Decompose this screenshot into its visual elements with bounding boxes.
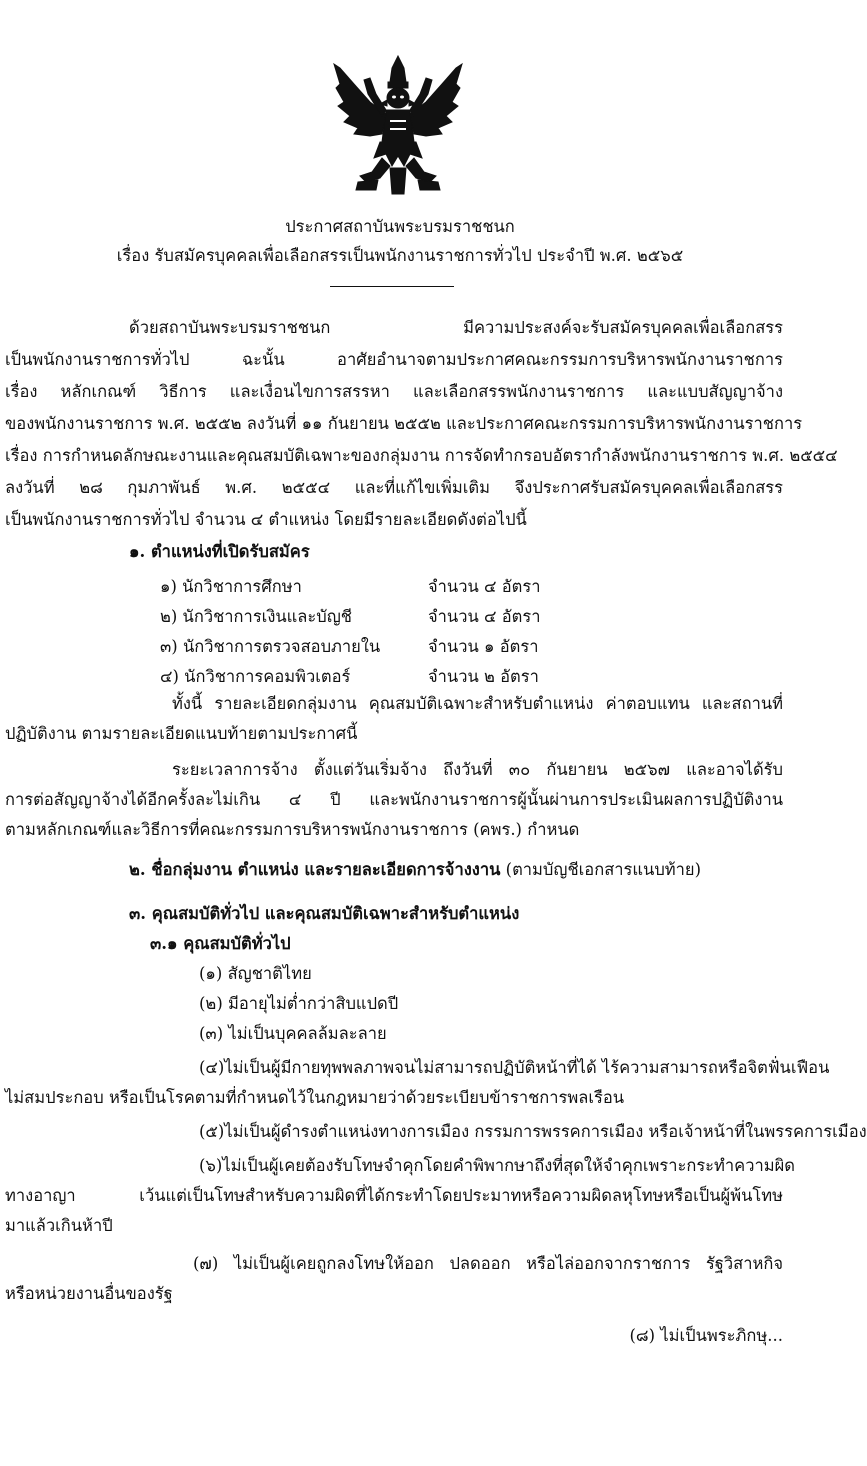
- period-line: การต่อสัญญาจ้างได้อีกครั้งละไม่เกิน ๔ ปี และพนักงานราชการผู้นั้นผ่านการประเมินผลการปฏิบัติงาน: [5, 790, 783, 809]
- qualification-item-continuation: ไม่สมประกอบ หรือเป็นโรคตามที่กำหนดไว้ในกฎหมายว่าด้วยระเบียบข้าราชการพลเรือน: [5, 1088, 625, 1107]
- intro-line: เป็นพนักงานราชการทั่วไป จำนวน ๔ ตำแหน่ง โดยมีรายละเอียดดังต่อไปนี้: [5, 510, 527, 529]
- details-line: ทั้งนี้ รายละเอียดกลุ่มงาน คุณสมบัติเฉพาะสำหรับตำแหน่ง ค่าตอบแทน และสถานที่: [172, 694, 783, 713]
- position-count: จำนวน ๔ อัตรา: [428, 607, 541, 626]
- period-line: ตามหลักเกณฑ์และวิธีการที่คณะกรรมการบริหารพนักงานราชการ (คพร.) กำหนด: [5, 820, 580, 839]
- section-2-heading: ๒. ชื่อกลุ่มงาน ตำแหน่ง และรายละเอียดการจ้างงาน: [129, 860, 501, 879]
- qualification-item-continuation: หรือหน่วยงานอื่นของรัฐ: [5, 1284, 173, 1303]
- announcement-subject: เรื่อง รับสมัครบุคคลเพื่อเลือกสรรเป็นพนักงานราชการทั่วไป ประจำปี พ.ศ. ๒๕๖๕: [116, 246, 684, 265]
- position-count: จำนวน ๔ อัตรา: [428, 577, 541, 596]
- position-row: [160, 634, 620, 654]
- section-2-note: (ตามบัญชีเอกสารแนบท้าย): [505, 860, 702, 879]
- intro-line: เรื่อง การกำหนดลักษณะงานและคุณสมบัติเฉพาะของกลุ่มงาน การจัดทำกรอบอัตรากำลังพนักงานราชการ พ.ศ. ๒๕๕๔: [5, 446, 838, 465]
- garuda-emblem-icon: [330, 54, 466, 204]
- intro-line: ของพนักงานราชการ พ.ศ. ๒๕๕๒ ลงวันที่ ๑๑ กันยายน ๒๕๕๒ และประกาศคณะกรรมการบริหารพนักงานราชการ: [5, 414, 803, 433]
- position-name: ๔) นักวิชาการคอมพิวเตอร์: [160, 667, 351, 686]
- period-line: ระยะเวลาการจ้าง ตั้งแต่วันเริ่มจ้าง ถึงวันที่ ๓๐ กันยายน ๒๕๖๗ และอาจได้รับ: [172, 760, 783, 779]
- section-3-heading: ๓. คุณสมบัติทั่วไป และคุณสมบัติเฉพาะสำหรับตำแหน่ง: [129, 904, 520, 923]
- qualification-item: (๒) มีอายุไม่ต่ำกว่าสิบแปดปี: [199, 994, 399, 1013]
- intro-line: ด้วยสถาบันพระบรมราชชนก มีความประสงค์จะรับสมัครบุคคลเพื่อเลือกสรร: [129, 318, 783, 337]
- position-name: ๒) นักวิชาการเงินและบัญชี: [160, 607, 352, 626]
- qualification-item: (๗) ไม่เป็นผู้เคยถูกลงโทษให้ออก ปลดออก หรือไล่ออกจากราชการ รัฐวิสาหกิจ: [193, 1254, 783, 1273]
- position-name: ๓) นักวิชาการตรวจสอบภายใน: [160, 637, 381, 656]
- qualification-item: (๖)ไม่เป็นผู้เคยต้องรับโทษจำคุกโดยคำพิพากษาถึงที่สุดให้จำคุกเพราะกระทำความผิด: [199, 1156, 796, 1175]
- qualification-item: (๔)ไม่เป็นผู้มีกายทุพพลภาพจนไม่สามารถปฏิบัติหน้าที่ได้ ไร้ความสามารถหรือจิตฟั่นเฟือน: [199, 1058, 830, 1077]
- intro-line: เป็นพนักงานราชการทั่วไป ฉะนั้น อาศัยอำนาจตามประกาศคณะกรรมการบริหารพนักงานราชการ: [5, 350, 783, 369]
- section-3-1-heading: ๓.๑ คุณสมบัติทั่วไป: [150, 934, 291, 953]
- qualification-item: (๑) สัญชาติไทย: [199, 964, 312, 983]
- qualification-item: (๓) ไม่เป็นบุคคลล้มละลาย: [199, 1024, 387, 1043]
- position-count: จำนวน ๒ อัตรา: [428, 667, 539, 686]
- position-row: [160, 664, 620, 684]
- position-count: จำนวน ๑ อัตรา: [428, 637, 539, 656]
- intro-line: เรื่อง หลักเกณฑ์ วิธีการ และเงื่อนไขการสรรหา และเลือกสรรพนักงานราชการ และแบบสัญญาจ้าง: [5, 382, 783, 401]
- position-row: [160, 604, 620, 624]
- title-divider: [330, 286, 454, 287]
- details-line: ปฏิบัติงาน ตามรายละเอียดแนบท้ายตามประกาศนี้: [5, 724, 358, 743]
- intro-line: ลงวันที่ ๒๘ กุมภาพันธ์ พ.ศ. ๒๕๕๔ และที่แก้ไขเพิ่มเติม จึงประกาศรับสมัครบุคคลเพื่อเลือกสรร: [5, 478, 783, 497]
- announcement-title: ประกาศสถาบันพระบรมราชชนก: [285, 217, 515, 236]
- position-row: [160, 574, 620, 594]
- qualification-item-continuation: ทางอาญา เว้นแต่เป็นโทษสำหรับความผิดที่ได้กระทำโดยประมาทหรือความผิดลหุโทษหรือเป็นผู้พ้นโทษ: [5, 1186, 783, 1205]
- qualification-item: (๕)ไม่เป็นผู้ดำรงตำแหน่งทางการเมือง กรรมการพรรคการเมือง หรือเจ้าหน้าที่ในพรรคการเมือง: [199, 1122, 867, 1141]
- position-name: ๑) นักวิชาการศึกษา: [160, 577, 302, 596]
- continuation-note: (๘) ไม่เป็นพระภิกษุ...: [629, 1326, 783, 1345]
- qualification-item-continuation: มาแล้วเกินห้าปี: [5, 1216, 113, 1235]
- section-2-heading-line: [129, 860, 789, 880]
- section-1-heading: ๑. ตำแหน่งที่เปิดรับสมัคร: [129, 542, 310, 561]
